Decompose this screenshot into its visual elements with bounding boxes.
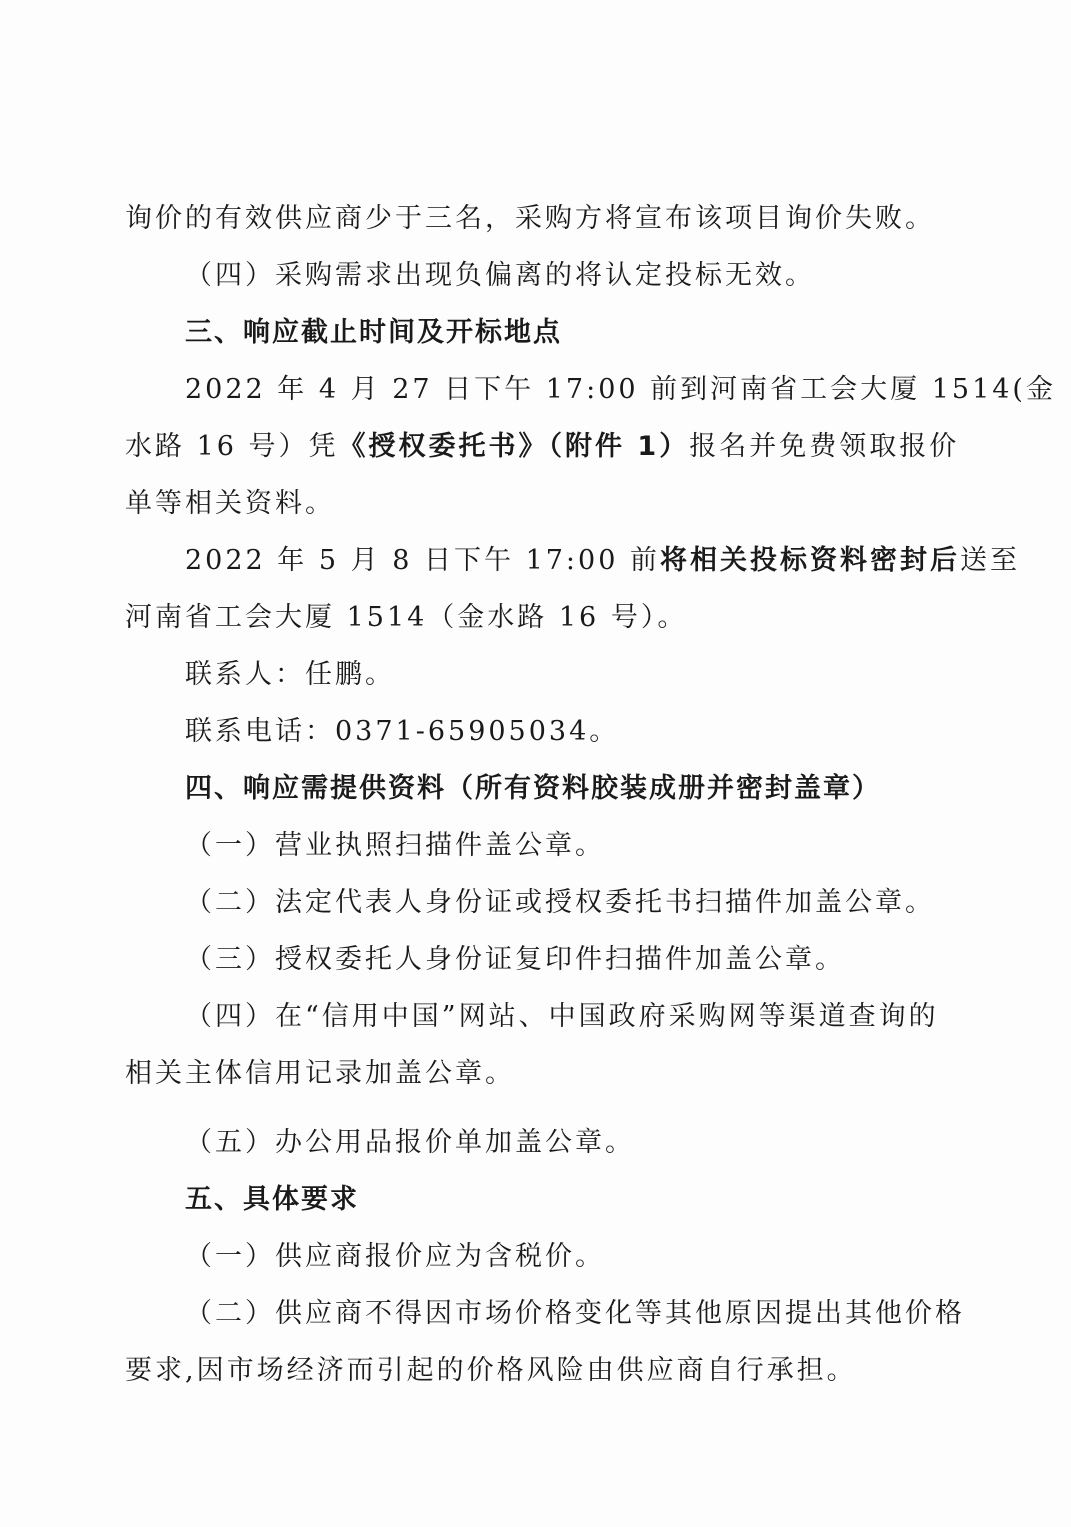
section-heading-4: 四、响应需提供资料（所有资料胶装成册并密封盖章）: [185, 773, 881, 804]
text-run: 报名并免费领取报价: [689, 431, 960, 462]
paragraph-line: 询价的有效供应商少于三名，采购方将宣布该项目询价失败。: [125, 203, 935, 234]
list-item: （一）营业执照扫描件盖公章。: [185, 830, 605, 861]
contact-person: 联系人：任鹏。: [185, 659, 395, 690]
list-item: （二）法定代表人身份证或授权委托书扫描件加盖公章。: [185, 887, 935, 918]
list-item: （二）供应商不得因市场价格变化等其他原因提出其他价格: [185, 1298, 965, 1329]
paragraph-line: 单等相关资料。: [125, 488, 335, 519]
text-run: 送至: [959, 545, 1020, 576]
section-heading-5: 五、具体要求: [185, 1184, 359, 1215]
paragraph-line: 2022 年 4 月 27 日下午 17:00 前到河南省工会大厦 1514(金: [185, 374, 1056, 405]
text-run: 水路 16 号）凭: [125, 431, 339, 462]
paragraph-line: （四）采购需求出现负偏离的将认定投标无效。: [185, 260, 815, 291]
document-body: [125, 190, 1056, 1399]
list-item: （五）办公用品报价单加盖公章。: [185, 1127, 635, 1158]
list-item-continuation: 相关主体信用记录加盖公章。: [125, 1058, 515, 1089]
list-item: （三）授权委托人身份证复印件扫描件加盖公章。: [185, 944, 845, 975]
spacer: [125, 1102, 945, 1114]
paragraph-line: [125, 532, 1020, 589]
paragraph-line: [125, 418, 960, 475]
list-item: （四）在“信用中国”网站、中国政府采购网等渠道查询的: [185, 1001, 939, 1032]
bold-text-run: 《授权委托书》（附件 1）: [338, 431, 690, 462]
paragraph-line: 河南省工会大厦 1514（金水路 16 号）。: [125, 602, 688, 633]
list-item: （一）供应商报价应为含税价。: [185, 1241, 605, 1272]
list-item-continuation: 要求,因市场经济而引起的价格风险由供应商自行承担。: [125, 1355, 857, 1386]
text-run: 2022 年 5 月 8 日下午 17:00 前: [185, 545, 660, 576]
bold-text-run: 将相关投标资料密封后: [659, 545, 960, 576]
contact-phone: 联系电话：0371-65905034。: [185, 716, 620, 747]
section-heading-3: 三、响应截止时间及开标地点: [185, 317, 562, 348]
